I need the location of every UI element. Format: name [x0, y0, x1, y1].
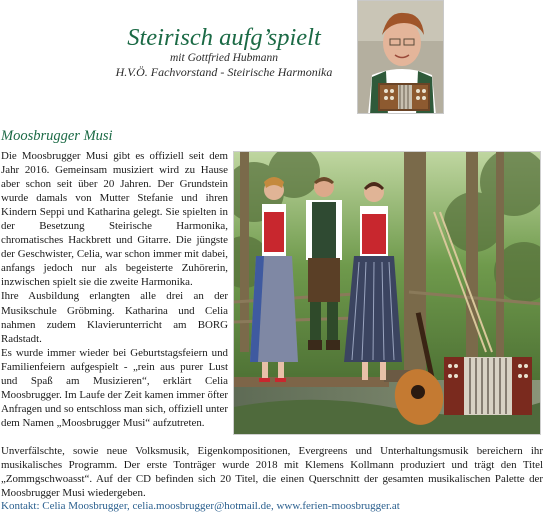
portrait-illustration — [358, 1, 444, 114]
paragraph-performances: Es wurde immer wieder bei Geburtstagsfeiern und Familienfeiern aufgespielt - „rein aus purer Lust und Spaß am Musizieren“, erklärt Celia Moosbrugger. Im Laufe der Zeit kamen immer öfter Anfragen und so entschloss man sich, offiziell unter dem Namen „Moosbrugger Musi“ aufzutreten. — [1, 346, 228, 429]
band-photo-illustration — [234, 152, 541, 435]
band-photo — [233, 151, 541, 435]
section-title: Moosbrugger Musi — [1, 128, 113, 144]
article-body — [1, 149, 228, 430]
subtitle-role: H.V.Ö. Fachvorstand - Steirische Harmonika — [115, 65, 333, 79]
paragraph-history: Die Moosbrugger Musi gibt es offiziell seit dem Jahr 2016. Gemeinsam musiziert wird zu Hause aber schon seit über 20 Jahren. Der Grundstein wurde damals von Mutter Stefanie und ihren Kindern Seppi und Katharina gelegt. Sie spielten in der Besetzung Steirische Harmonika, chromatisches Hackbrett und Gitarre. Die jüngste der Geschwister, Celia, war schon immer mit dabei, anfangs jedoch nur als begeisterte Zuhörerin, inzwischen spielt sie die zweite Harmonika. — [1, 150, 228, 289]
article-body-continued — [1, 444, 543, 500]
subtitle-author: mit Gottfried Hubmann — [170, 52, 278, 64]
paragraph-program: Unverfälschte, sowie neue Volksmusik, Eigenkompositionen, Evergreens und Unterhaltungsmusik bereichern ihr musikalisches Programm. Der erste Tonträger wurde 2018 mit Klemens Kollmann produziert und trägt den Titel „Zommgschwoasst“. Auf der CD befinden sich 20 Titel, die einen Querschnitt der gesamten musikalischen Palette der Moosbrugger Musi wiedergeben. — [1, 445, 543, 500]
contact-line[interactable]: Kontakt: Celia Moosbrugger, celia.moosbrugger@hotmail.de, www.ferien-moosbrugger.at — [1, 500, 400, 512]
portrait-photo — [357, 0, 444, 114]
paragraph-education: Ihre Ausbildung erlangten alle drei an der Musikschule Gröbming. Katharina und Celia nahmen zudem Klavierunterricht am BORG Radstadt. — [1, 290, 228, 345]
page-title: Steirisch aufg’spielt — [127, 24, 321, 51]
